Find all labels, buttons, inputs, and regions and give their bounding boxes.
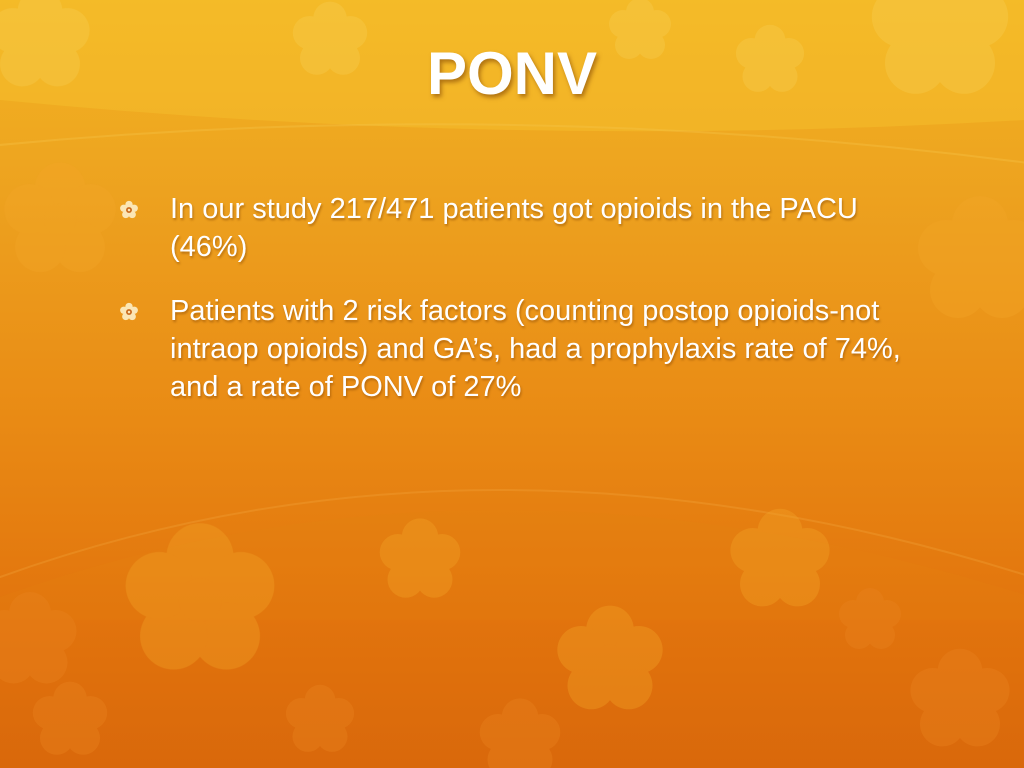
bullet-text: In our study 217/471 patients got opioids in the PACU (46%): [170, 193, 858, 263]
slide-title: PONV: [426, 40, 598, 107]
flower-bullet-icon: [118, 199, 140, 221]
bullet-list: [118, 190, 918, 432]
bullet-text: Patients with 2 risk factors (counting postop opioids-not intraop opioids) and GA’s, had a prophylaxis rate of 74%, and a rate of PONV of 27%: [170, 295, 901, 403]
bullet-item: [118, 292, 918, 406]
flower-bullet-icon: [118, 301, 140, 323]
bullet-item: [118, 190, 918, 266]
